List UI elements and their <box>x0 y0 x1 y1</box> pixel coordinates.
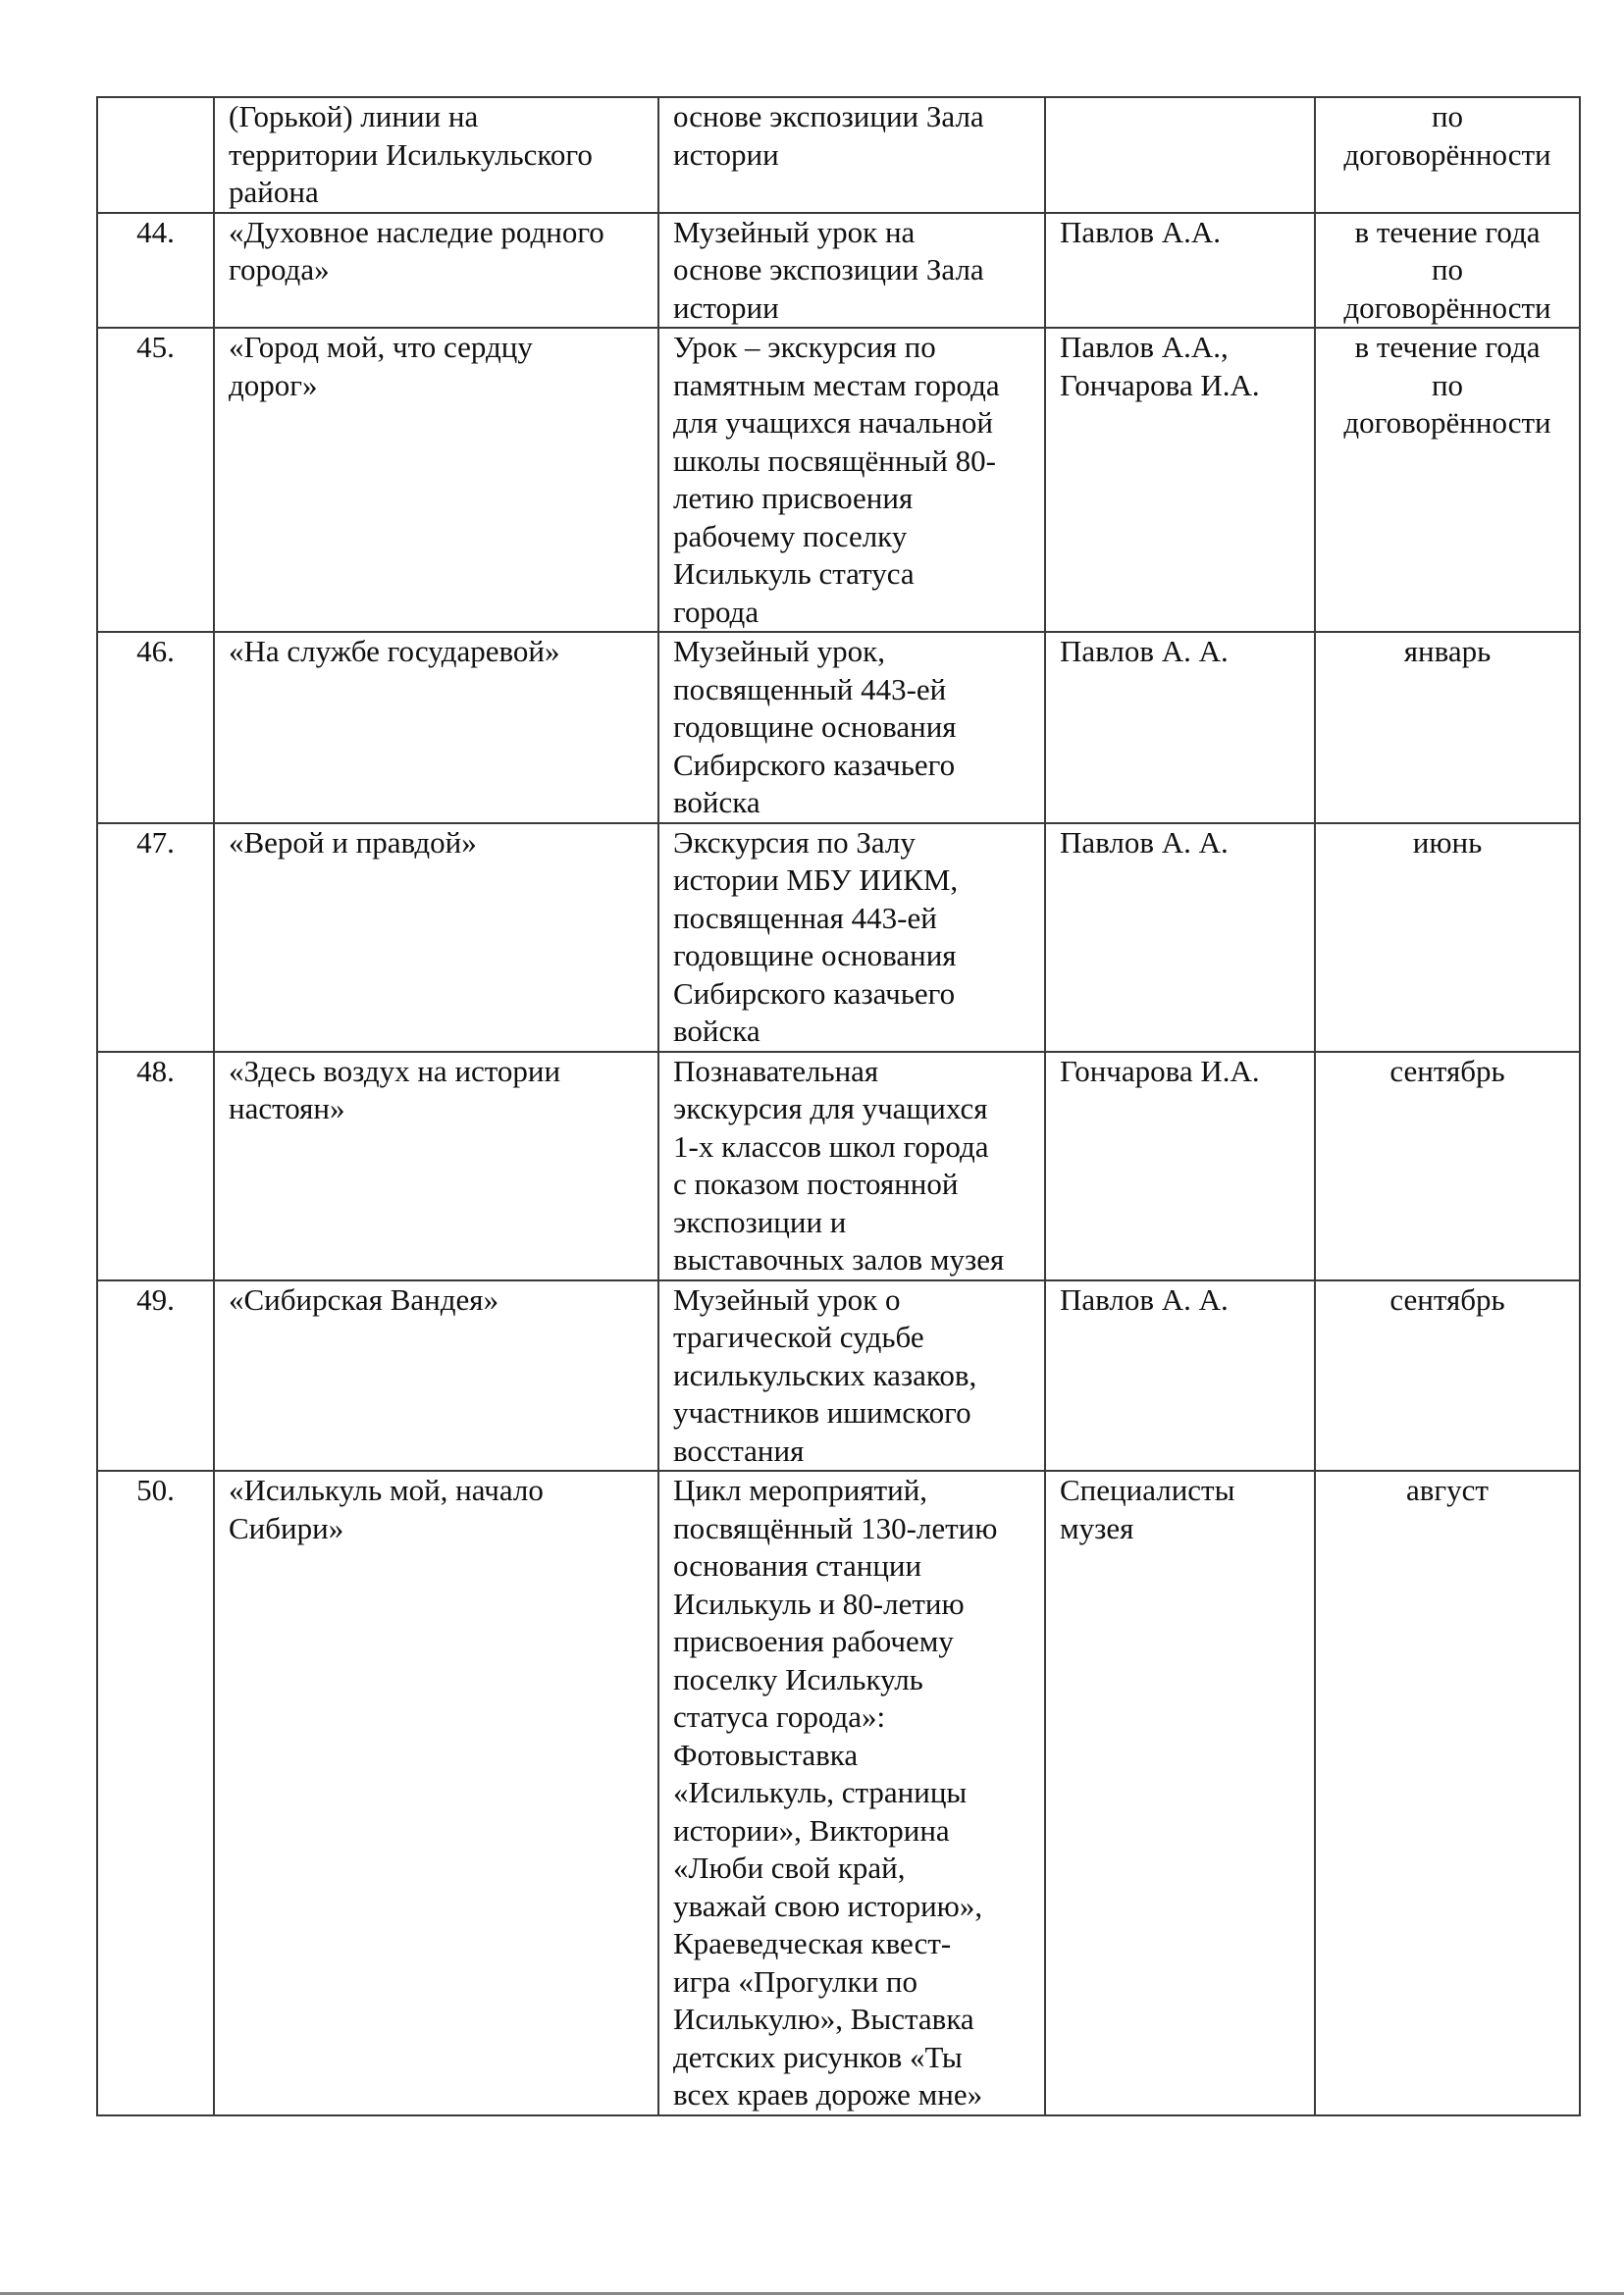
event-date: январь <box>1315 632 1580 823</box>
event-date: в течение года по договорённости <box>1315 328 1580 632</box>
event-responsible: Специалисты музея <box>1045 1471 1315 2115</box>
table-row <box>97 823 1580 1052</box>
event-title: «Верой и правдой» <box>214 823 658 1052</box>
event-title: «Здесь воздух на истории настоян» <box>214 1052 658 1280</box>
event-form: основе экспозиции Зала истории <box>658 97 1045 213</box>
row-number: 47. <box>97 823 214 1052</box>
event-form: Музейный урок на основе экспозиции Зала истории <box>658 213 1045 329</box>
event-form: Музейный урок о трагической судьбе исилькульских казаков, участников ишимского восстания <box>658 1280 1045 1472</box>
event-form: Цикл мероприятий, посвящённый 130-летию основания станции Исилькуль и 80-летию присвоения рабочему поселку Исилькуль статуса города»: Фотовыставка «Исилькуль, страницы истории», Викторина «Люби свой край, уважай свою историю», Краеведческая квест- игра «Прогулки по Исилькулю», Выставка детских рисунков «Ты всех краев дороже мне» <box>658 1471 1045 2115</box>
event-responsible: Павлов А.А., Гончарова И.А. <box>1045 328 1315 632</box>
event-responsible: Павлов А.А. <box>1045 213 1315 329</box>
event-title: «Духовное наследие родного города» <box>214 213 658 329</box>
event-responsible: Гончарова И.А. <box>1045 1052 1315 1280</box>
event-responsible: Павлов А. А. <box>1045 823 1315 1052</box>
event-date: сентябрь <box>1315 1052 1580 1280</box>
event-responsible: Павлов А. А. <box>1045 632 1315 823</box>
event-title: «На службе государевой» <box>214 632 658 823</box>
event-form: Познавательная экскурсия для учащихся 1-х классов школ города с показом постоянной экспозиции и выставочных залов музея <box>658 1052 1045 1280</box>
event-form: Музейный урок, посвященный 443-ей годовщине основания Сибирского казачьего войска <box>658 632 1045 823</box>
event-title: «Город мой, что сердцу дорог» <box>214 328 658 632</box>
row-number <box>97 97 214 213</box>
row-number: 49. <box>97 1280 214 1472</box>
row-number: 50. <box>97 1471 214 2115</box>
table-row <box>97 1280 1580 1472</box>
event-date: по договорённости <box>1315 97 1580 213</box>
event-title: «Сибирская Вандея» <box>214 1280 658 1472</box>
table-row <box>97 213 1580 329</box>
table-row <box>97 97 1580 213</box>
event-form: Экскурсия по Залу истории МБУ ИИКМ, посвященная 443-ей годовщине основания Сибирского казачьего войска <box>658 823 1045 1052</box>
event-responsible <box>1045 97 1315 213</box>
row-number: 46. <box>97 632 214 823</box>
table-row <box>97 1471 1580 2115</box>
event-title: (Горькой) линии на территории Исилькульского района <box>214 97 658 213</box>
event-form: Урок – экскурсия по памятным местам города для учащихся начальной школы посвящённый 80- летию присвоения рабочему поселку Исилькуль статуса города <box>658 328 1045 632</box>
row-number: 45. <box>97 328 214 632</box>
event-responsible: Павлов А. А. <box>1045 1280 1315 1472</box>
event-date: июнь <box>1315 823 1580 1052</box>
events-table <box>96 96 1581 2116</box>
event-title: «Исилькуль мой, начало Сибири» <box>214 1471 658 2115</box>
event-date: август <box>1315 1471 1580 2115</box>
row-number: 44. <box>97 213 214 329</box>
table-row <box>97 1052 1580 1280</box>
table-row <box>97 632 1580 823</box>
row-number: 48. <box>97 1052 214 1280</box>
event-date: сентябрь <box>1315 1280 1580 1472</box>
table-row <box>97 328 1580 632</box>
event-date: в течение года по договорённости <box>1315 213 1580 329</box>
